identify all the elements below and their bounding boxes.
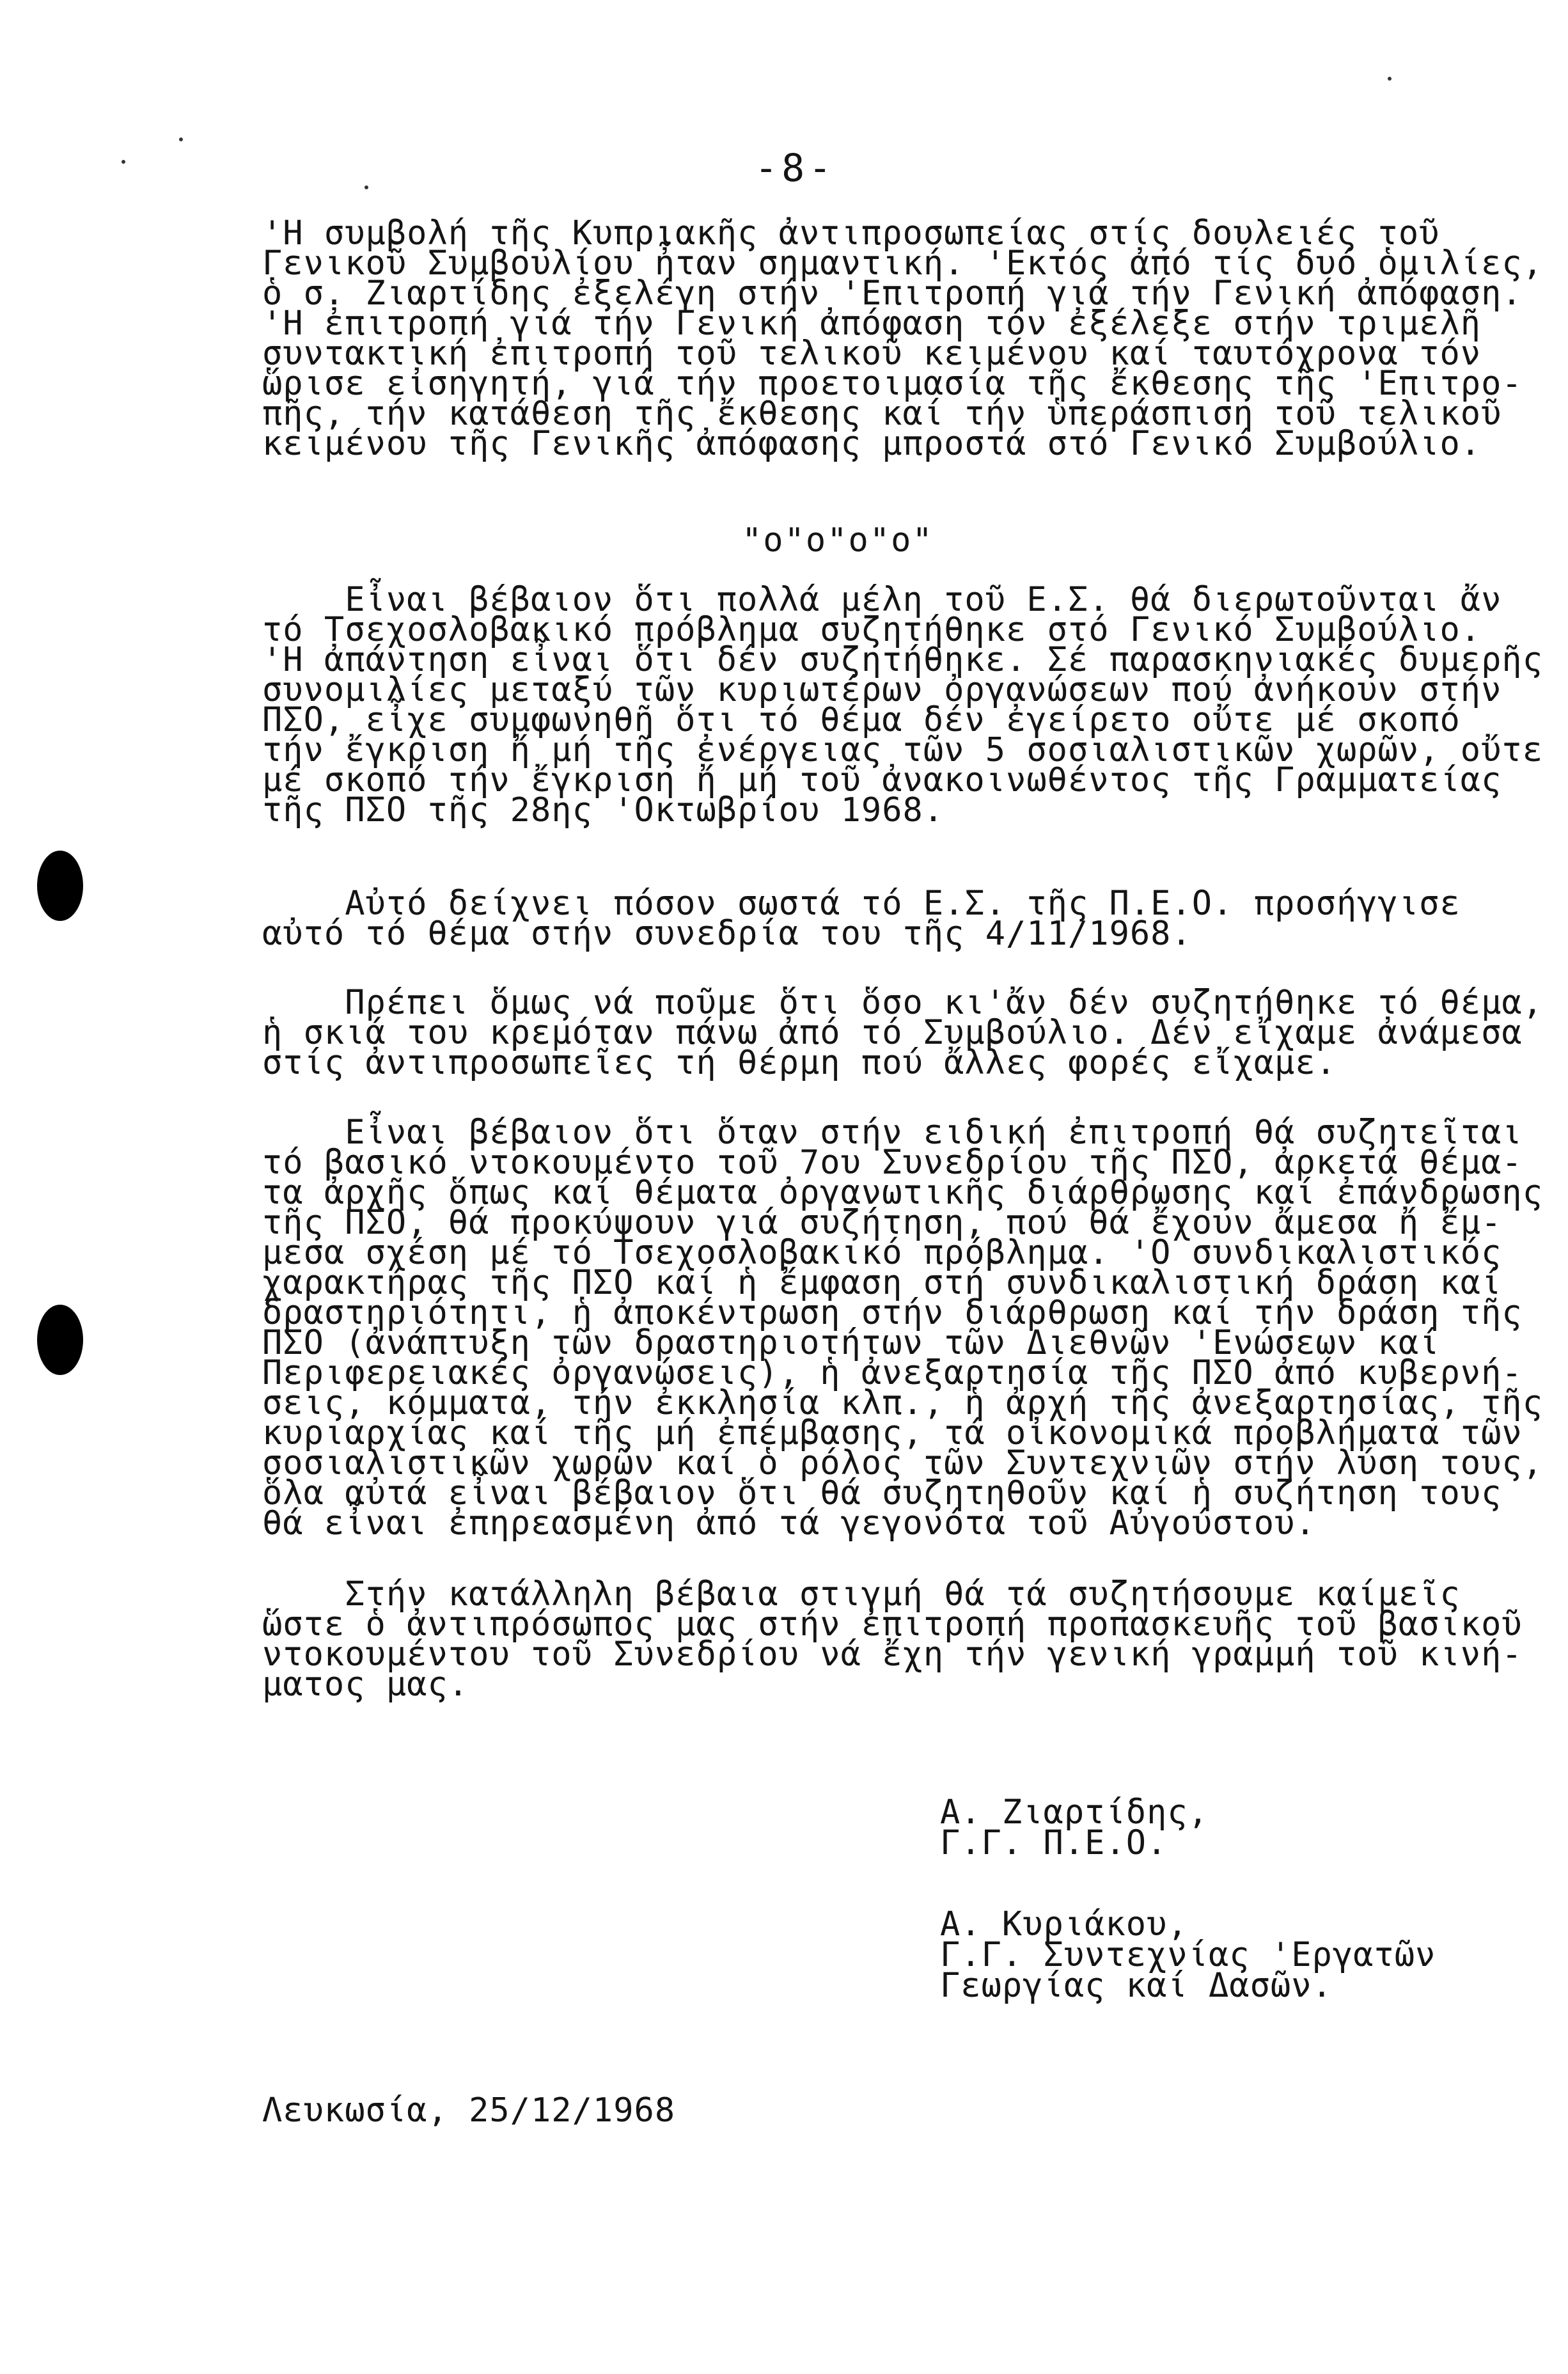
text-line: κυριαρχίας καί τῆς μή ἐπέμβασης, τά οἰκονομικά προβλήματα τῶν — [262, 1414, 1523, 1452]
text-line: Γενικοῦ Συμβουλίου ἦταν σημαντική. 'Εκτός ἀπό τίς δυό ὁμιλίες, — [262, 244, 1544, 283]
text-line: ὁ σ. Ζιαρτίδης ἐξελέγη στήν 'Επιτροπή γιά τήν Γενική ἀπόφαση. — [262, 274, 1523, 313]
page-number: -8- — [755, 146, 836, 191]
section-separator: "ο"ο"ο"ο" — [742, 521, 934, 560]
text-line: τῆς ΠΣΟ τῆς 28ης 'Οκτωβρίου 1968. — [262, 791, 945, 829]
text-line: Εἶναι βέβαιον ὅτι πολλά μέλη τοῦ Ε.Σ. θά διερωτοῦνται ἄν — [262, 581, 1502, 619]
speck — [122, 160, 125, 164]
text-line: ΠΣΟ, εἶχε συμφωνηθῆ ὅτι τό θέμα δέν ἐγείρετο οὔτε μέ σκοπό — [262, 701, 1461, 739]
text-line: Περιφερειακές ὀργανώσεις), ἡ ἀνεξαρτησία τῆς ΠΣΟ ἀπό κυβερνή- — [262, 1354, 1523, 1392]
text-line: συνομιλίες μεταξύ τῶν κυριωτέρων ὀργανώσεων πού ἀνήκουν στήν — [262, 671, 1502, 709]
text-line: ματος μας. — [262, 1665, 469, 1704]
text-line: δραστηριότητι, ἡ ἀποκέντρωση στήν διάρθρωση καί τήν δράση τῆς — [262, 1294, 1523, 1332]
text-line: Στήν κατάλληλη βέβαια στιγμή θά τά συζητήσουμε καίμεῖς — [262, 1575, 1461, 1614]
signature-block-ziartides — [940, 1793, 1209, 1862]
text-line: ντοκουμέντου τοῦ Συνεδρίου νά ἔχη τήν γενική γραμμή τοῦ κινή- — [262, 1635, 1523, 1674]
signature-line: Γεωργίας καί Δασῶν. — [940, 1967, 1333, 2005]
signature-line: Γ.Γ. Συντεχνίας 'Εργατῶν — [940, 1936, 1436, 1974]
signature-line: Α. Κυριάκου, — [940, 1905, 1188, 1944]
text-line: τήν ἔγκριση ἤ μή τῆς ἐνέργειας τῶν 5 σοσιαλιστικῶν χωρῶν, οὔτε — [262, 731, 1544, 769]
paragraph-congress-document — [262, 1113, 1544, 1543]
text-line: ἡ σκιά του κρεμόταν πάνω ἀπό τό Συμβούλιο. Δέν εἴχαμε ἀνάμεσα — [262, 1014, 1523, 1052]
text-line: ὅλα αὐτά εἶναι βέβαιον ὅτι θά συζητηθοῦν καί ἡ συζήτηση τους — [262, 1474, 1502, 1513]
text-line: ΠΣΟ (ἀνάπτυξη τῶν δραστηριοτήτων τῶν Διεθνῶν 'Ενώσεων καί — [262, 1324, 1440, 1362]
signature-block-kyriakou — [940, 1905, 1436, 2005]
text-line: ὥρισε εἰσηγητή, γιά τήν προετοιμασία τῆς ἔκθεσης τῆς 'Επιτρο- — [262, 365, 1523, 403]
text-line: αὐτό τό θέμα στήν συνεδρία του τῆς 4/11/1968. — [262, 915, 1192, 953]
text-line: 'Η συμβολή τῆς Κυπριακῆς ἀντιπροσωπείας στίς δουλειές τοῦ — [262, 214, 1440, 253]
text-line: πῆς, τήν κατάθεση τῆς ἔκθεσης καί τήν ὑπεράσπιση τοῦ τελικοῦ — [262, 395, 1502, 433]
text-line: Εἶναι βέβαιον ὅτι ὅταν στήν ειδική ἐπιτροπή θά συζητεῖται — [262, 1113, 1523, 1152]
text-line: ὥστε ὁ ἀντιπρόσωπος μας στήν ἐπιτροπή προπασκευῆς τοῦ βασικοῦ — [262, 1605, 1523, 1644]
text-line: συντακτική ἐπιτροπή τοῦ τελικοῦ κειμένου καί ταυτόχρονα τόν — [262, 334, 1482, 373]
paragraph-closing — [262, 1575, 1523, 1704]
text-line: τα ἀρχῆς ὅπως καί θέματα ὀργανωτικῆς διάρθρωσης καί ἐπάνδρωσης — [262, 1174, 1544, 1212]
speck — [1388, 77, 1392, 81]
text-line: τό βασικό ντοκουμέντο τοῦ 7ου Συνεδρίου τῆς ΠΣΟ, ἀρκετά θέμα- — [262, 1144, 1523, 1182]
paragraph-contribution — [262, 214, 1544, 463]
speck — [365, 185, 368, 189]
text-line: μεσα σχέση μέ τό Τσεχοσλοβακικό πρόβλημα. 'Ο συνδικαλιστικός — [262, 1234, 1502, 1272]
speck — [179, 138, 183, 141]
text-line: θά εἶναι ἐπηρεασμένη ἀπό τά γεγονότα τοῦ Αὐγούστου. — [262, 1504, 1316, 1543]
paragraph-approach — [262, 884, 1509, 953]
punch-hole-bottom — [37, 1305, 83, 1375]
text-line: τό Τσεχοσλοβακικό πρόβλημα συζητήθηκε στό Γενικό Συμβούλιο. — [262, 611, 1482, 649]
text-line: κειμένου τῆς Γενικῆς ἀπόφασης μπροστά στό Γενικό Συμβούλιο. — [262, 425, 1482, 463]
text-line: τῆς ΠΣΟ, θά προκύψουν γιά συζήτηση, πού θά ἔχουν ἄμεσα ἤ ἔμ- — [262, 1204, 1502, 1242]
text-line: Αὐτό δείχνει πόσον σωστά τό Ε.Σ. τῆς Π.Ε.Ο. προσήγγισε — [262, 884, 1461, 923]
text-line: στίς ἀντιπροσωπεῖες τή θέρμη πού ἄλλες φορές εἴχαμε. — [262, 1044, 1337, 1082]
text-line: σεις, κόμματα, τήν ἐκκλησία κλπ., ἡ ἀρχή τῆς ἀνεξαρτησίας, τῆς — [262, 1384, 1544, 1422]
signature-line: Γ.Γ. Π.Ε.Ο. — [940, 1824, 1168, 1862]
paragraph-shadow — [262, 984, 1544, 1082]
text-line: Πρέπει ὅμως νά ποῦμε ὅτι ὅσο κι'ἄν δέν συζητήθηκε τό θέμα, — [262, 984, 1544, 1022]
text-line: χαρακτήρας τῆς ΠΣΟ καί ἡ ἔμφαση στή συνδικαλιστική δράση καί — [262, 1264, 1502, 1302]
punch-hole-top — [37, 851, 83, 921]
place-and-date: Λευκωσία, 25/12/1968 — [262, 2091, 676, 2130]
text-line: σοσιαλιστικῶν χωρῶν καί ὁ ρόλος τῶν Συντεχνιῶν στήν λύση τους, — [262, 1444, 1544, 1482]
text-line: μέ σκοπό τήν ἔγκριση ἤ μή τοῦ ἀνακοινωθέντος τῆς Γραμματείας — [262, 761, 1502, 799]
paragraph-czechoslovak-question — [262, 581, 1544, 829]
text-line: 'Η ἐπιτροπή γιά τήν Γενική ἀπόφαση τόν ἐξέλεξε στήν τριμελῆ — [262, 304, 1482, 343]
text-line: 'Η ἀπάντηση εἶναι ὅτι δέν συζητήθηκε. Σέ παρασκηνιακές δυμερῆς — [262, 641, 1544, 679]
signature-line: Α. Ζιαρτίδης, — [940, 1793, 1209, 1832]
